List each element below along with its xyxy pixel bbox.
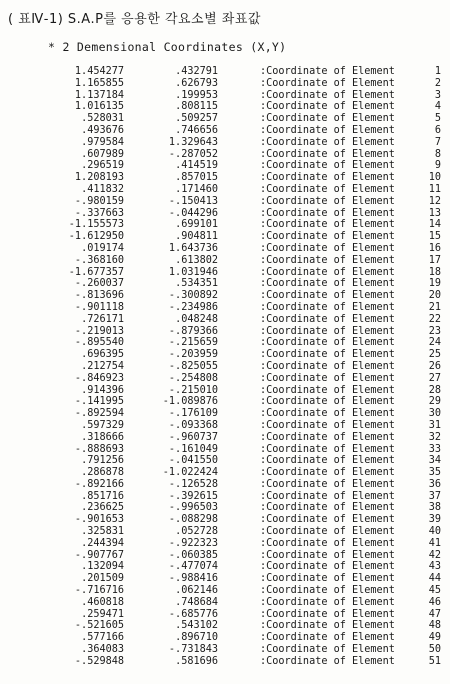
table-row [0, 255, 450, 267]
element-number: 18 [428, 266, 441, 278]
row-label: :Coordinate of Element [260, 77, 395, 89]
element-number: 9 [434, 160, 441, 172]
x-coordinate: .236625 [81, 502, 124, 514]
table-row [0, 113, 450, 125]
table-row [0, 243, 450, 255]
element-number: 35 [428, 467, 441, 479]
table-row [0, 172, 450, 184]
table-row [0, 420, 450, 432]
y-coordinate: .896710 [175, 632, 218, 644]
row-label: :Coordinate of Element [260, 160, 395, 172]
row-label: :Coordinate of Element [260, 561, 395, 573]
table-row [0, 538, 450, 550]
row-label: :Coordinate of Element [260, 349, 395, 361]
element-number: 34 [428, 455, 441, 467]
table-row [0, 550, 450, 562]
row-label: :Coordinate of Element [260, 219, 395, 231]
row-label: :Coordinate of Element [260, 419, 395, 431]
element-number: 8 [434, 148, 441, 160]
table-row [0, 314, 450, 326]
table-row [0, 479, 450, 491]
table-row [0, 620, 450, 632]
element-number: 24 [428, 337, 441, 349]
row-label: :Coordinate of Element [260, 148, 395, 160]
y-coordinate: -.960737 [168, 431, 218, 443]
y-coordinate: .904811 [175, 231, 218, 243]
x-coordinate: .914396 [81, 384, 124, 396]
row-label: :Coordinate of Element [260, 172, 395, 184]
x-coordinate: .244394 [81, 537, 124, 549]
x-coordinate: .286878 [81, 467, 124, 479]
table-row [0, 184, 450, 196]
y-coordinate: -.215010 [168, 384, 218, 396]
row-label: :Coordinate of Element [260, 337, 395, 349]
x-coordinate: -.980159 [74, 195, 124, 207]
x-coordinate: -.813696 [74, 290, 124, 302]
x-coordinate: .791256 [81, 455, 124, 467]
table-row [0, 196, 450, 208]
row-label: :Coordinate of Element [260, 101, 395, 113]
table-row [0, 385, 450, 397]
y-coordinate: -1.022424 [162, 467, 218, 479]
y-coordinate: .509257 [175, 113, 218, 125]
y-coordinate: .746656 [175, 124, 218, 136]
element-number: 17 [428, 254, 441, 266]
y-coordinate: -.203959 [168, 349, 218, 361]
table-row [0, 137, 450, 149]
row-label: :Coordinate of Element [260, 455, 395, 467]
x-coordinate: .325831 [81, 526, 124, 538]
y-coordinate: -.287052 [168, 148, 218, 160]
element-number: 22 [428, 313, 441, 325]
row-label: :Coordinate of Element [260, 596, 395, 608]
row-label: :Coordinate of Element [260, 431, 395, 443]
row-label: :Coordinate of Element [260, 325, 395, 337]
y-coordinate: .534351 [175, 278, 218, 290]
x-coordinate: 1.208193 [74, 172, 124, 184]
x-coordinate: -.337663 [74, 207, 124, 219]
x-coordinate: .979584 [81, 136, 124, 148]
element-number: 15 [428, 231, 441, 243]
row-label: :Coordinate of Element [260, 113, 395, 125]
x-coordinate: -.901118 [74, 301, 124, 313]
table-row [0, 66, 450, 78]
row-label: :Coordinate of Element [260, 183, 395, 195]
table-row [0, 290, 450, 302]
table-row [0, 585, 450, 597]
y-coordinate: -.879366 [168, 325, 218, 337]
row-label: :Coordinate of Element [260, 526, 395, 538]
table-row [0, 396, 450, 408]
element-number: 40 [428, 526, 441, 538]
y-coordinate: -.093368 [168, 419, 218, 431]
y-coordinate: 1.329643 [168, 136, 218, 148]
element-number: 36 [428, 478, 441, 490]
row-label: :Coordinate of Element [260, 207, 395, 219]
x-coordinate: .726171 [81, 313, 124, 325]
row-label: :Coordinate of Element [260, 124, 395, 136]
row-label: :Coordinate of Element [260, 89, 395, 101]
element-number: 28 [428, 384, 441, 396]
table-row [0, 573, 450, 585]
y-coordinate: -.300892 [168, 290, 218, 302]
row-label: :Coordinate of Element [260, 278, 395, 290]
row-label: :Coordinate of Element [260, 313, 395, 325]
row-label: :Coordinate of Element [260, 467, 395, 479]
x-coordinate: 1.137184 [74, 89, 124, 101]
y-coordinate: -.041550 [168, 455, 218, 467]
y-coordinate: -.150413 [168, 195, 218, 207]
element-number: 2 [434, 77, 441, 89]
table-row [0, 656, 450, 668]
table-row [0, 326, 450, 338]
x-coordinate: .851716 [81, 490, 124, 502]
table-row [0, 208, 450, 220]
table-row [0, 231, 450, 243]
element-number: 32 [428, 431, 441, 443]
row-label: :Coordinate of Element [260, 66, 395, 77]
y-coordinate: .699101 [175, 219, 218, 231]
table-title: ( 표Ⅳ-1) S.A.P를 응용한 각요소별 좌표값 [8, 12, 261, 27]
element-number: 19 [428, 278, 441, 290]
y-coordinate: 1.031946 [168, 266, 218, 278]
row-label: :Coordinate of Element [260, 254, 395, 266]
y-coordinate: 1.643736 [168, 242, 218, 254]
y-coordinate: -.825055 [168, 360, 218, 372]
table-row [0, 502, 450, 514]
y-coordinate: -.996503 [168, 502, 218, 514]
y-coordinate: -.685776 [168, 608, 218, 620]
table-row [0, 278, 450, 290]
table-row [0, 349, 450, 361]
y-coordinate: .748684 [175, 596, 218, 608]
y-coordinate: .414519 [175, 160, 218, 172]
element-number: 16 [428, 242, 441, 254]
row-label: :Coordinate of Element [260, 573, 395, 585]
element-number: 3 [434, 89, 441, 101]
x-coordinate: -1.612950 [68, 231, 124, 243]
x-coordinate: 1.016135 [74, 101, 124, 113]
element-number: 27 [428, 372, 441, 384]
x-coordinate: .607989 [81, 148, 124, 160]
coordinates-table [0, 66, 450, 668]
y-coordinate: -.234986 [168, 301, 218, 313]
x-coordinate: -.892166 [74, 478, 124, 490]
element-number: 30 [428, 408, 441, 420]
element-number: 37 [428, 490, 441, 502]
element-number: 31 [428, 419, 441, 431]
y-coordinate: -.254808 [168, 372, 218, 384]
x-coordinate: -.846923 [74, 372, 124, 384]
x-coordinate: -.141995 [74, 396, 124, 408]
table-row [0, 160, 450, 172]
row-label: :Coordinate of Element [260, 620, 395, 632]
element-number: 49 [428, 632, 441, 644]
y-coordinate: -.477074 [168, 561, 218, 573]
element-number: 1 [434, 66, 441, 77]
element-number: 44 [428, 573, 441, 585]
table-row [0, 125, 450, 137]
table-row [0, 337, 450, 349]
element-number: 50 [428, 644, 441, 656]
element-number: 23 [428, 325, 441, 337]
row-label: :Coordinate of Element [260, 136, 395, 148]
row-label: :Coordinate of Element [260, 384, 395, 396]
y-coordinate: .432791 [175, 66, 218, 77]
table-row [0, 408, 450, 420]
element-number: 6 [434, 124, 441, 136]
row-label: :Coordinate of Element [260, 372, 395, 384]
x-coordinate: .528031 [81, 113, 124, 125]
table-row [0, 467, 450, 479]
element-number: 10 [428, 172, 441, 184]
x-coordinate: .364083 [81, 644, 124, 656]
element-number: 4 [434, 101, 441, 113]
row-label: :Coordinate of Element [260, 655, 395, 667]
x-coordinate: -.907767 [74, 549, 124, 561]
element-number: 29 [428, 396, 441, 408]
y-coordinate: -.176109 [168, 408, 218, 420]
element-number: 41 [428, 537, 441, 549]
x-coordinate: -1.677357 [68, 266, 124, 278]
table-row [0, 361, 450, 373]
x-coordinate: .318666 [81, 431, 124, 443]
table-row [0, 561, 450, 573]
table-row [0, 302, 450, 314]
table-row [0, 597, 450, 609]
y-coordinate: -.731843 [168, 644, 218, 656]
element-number: 12 [428, 195, 441, 207]
element-number: 11 [428, 183, 441, 195]
row-label: :Coordinate of Element [260, 231, 395, 243]
table-row [0, 526, 450, 538]
table-row [0, 609, 450, 621]
table-row [0, 373, 450, 385]
x-coordinate: .201509 [81, 573, 124, 585]
element-number: 26 [428, 360, 441, 372]
element-number: 42 [428, 549, 441, 561]
table-row [0, 632, 450, 644]
table-row [0, 644, 450, 656]
row-label: :Coordinate of Element [260, 644, 395, 656]
table-subtitle: * 2 Demensional Coordinates (X,Y) [48, 40, 287, 54]
row-label: :Coordinate of Element [260, 514, 395, 526]
y-coordinate: -.988416 [168, 573, 218, 585]
y-coordinate: .626793 [175, 77, 218, 89]
x-coordinate: -1.155573 [68, 219, 124, 231]
table-row [0, 267, 450, 279]
x-coordinate: 1.454277 [74, 66, 124, 77]
row-label: :Coordinate of Element [260, 490, 395, 502]
x-coordinate: -.895540 [74, 337, 124, 349]
y-coordinate: .199953 [175, 89, 218, 101]
table-row [0, 219, 450, 231]
x-coordinate: -.892594 [74, 408, 124, 420]
y-coordinate: .062146 [175, 585, 218, 597]
table-row [0, 455, 450, 467]
element-number: 14 [428, 219, 441, 231]
y-coordinate: -.126528 [168, 478, 218, 490]
table-row [0, 514, 450, 526]
x-coordinate: 1.165855 [74, 77, 124, 89]
y-coordinate: -.044296 [168, 207, 218, 219]
table-row [0, 90, 450, 102]
y-coordinate: -.922323 [168, 537, 218, 549]
y-coordinate: -1.089876 [162, 396, 218, 408]
y-coordinate: .048248 [175, 313, 218, 325]
y-coordinate: -.392615 [168, 490, 218, 502]
y-coordinate: .857015 [175, 172, 218, 184]
y-coordinate: -.215659 [168, 337, 218, 349]
table-row [0, 78, 450, 90]
x-coordinate: -.219013 [74, 325, 124, 337]
y-coordinate: .171460 [175, 183, 218, 195]
y-coordinate: .052728 [175, 526, 218, 538]
row-label: :Coordinate of Element [260, 443, 395, 455]
x-coordinate: .296519 [81, 160, 124, 172]
element-number: 38 [428, 502, 441, 514]
row-label: :Coordinate of Element [260, 478, 395, 490]
y-coordinate: -.088298 [168, 514, 218, 526]
element-number: 21 [428, 301, 441, 313]
table-row [0, 149, 450, 161]
row-label: :Coordinate of Element [260, 537, 395, 549]
row-label: :Coordinate of Element [260, 266, 395, 278]
row-label: :Coordinate of Element [260, 242, 395, 254]
element-number: 45 [428, 585, 441, 597]
row-label: :Coordinate of Element [260, 408, 395, 420]
row-label: :Coordinate of Element [260, 502, 395, 514]
x-coordinate: -.521605 [74, 620, 124, 632]
row-label: :Coordinate of Element [260, 632, 395, 644]
x-coordinate: .460818 [81, 596, 124, 608]
x-coordinate: .577166 [81, 632, 124, 644]
x-coordinate: -.716716 [74, 585, 124, 597]
x-coordinate: .411832 [81, 183, 124, 195]
y-coordinate: -.161049 [168, 443, 218, 455]
element-number: 46 [428, 596, 441, 608]
row-label: :Coordinate of Element [260, 585, 395, 597]
element-number: 39 [428, 514, 441, 526]
x-coordinate: -.529848 [74, 655, 124, 667]
row-label: :Coordinate of Element [260, 549, 395, 561]
y-coordinate: .613802 [175, 254, 218, 266]
x-coordinate: -.260037 [74, 278, 124, 290]
element-number: 48 [428, 620, 441, 632]
table-row [0, 491, 450, 503]
row-label: :Coordinate of Element [260, 360, 395, 372]
table-row [0, 432, 450, 444]
x-coordinate: -.901653 [74, 514, 124, 526]
y-coordinate: .581696 [175, 655, 218, 667]
row-label: :Coordinate of Element [260, 290, 395, 302]
element-number: 20 [428, 290, 441, 302]
y-coordinate: .543102 [175, 620, 218, 632]
table-row [0, 101, 450, 113]
table-row [0, 444, 450, 456]
element-number: 13 [428, 207, 441, 219]
element-number: 5 [434, 113, 441, 125]
row-label: :Coordinate of Element [260, 396, 395, 408]
element-number: 51 [428, 655, 441, 667]
row-label: :Coordinate of Element [260, 608, 395, 620]
element-number: 47 [428, 608, 441, 620]
x-coordinate: .597329 [81, 419, 124, 431]
x-coordinate: -.888693 [74, 443, 124, 455]
x-coordinate: .493676 [81, 124, 124, 136]
element-number: 7 [434, 136, 441, 148]
row-label: :Coordinate of Element [260, 195, 395, 207]
x-coordinate: .132094 [81, 561, 124, 573]
element-number: 43 [428, 561, 441, 573]
x-coordinate: -.368160 [74, 254, 124, 266]
x-coordinate: .696395 [81, 349, 124, 361]
element-number: 33 [428, 443, 441, 455]
y-coordinate: .808115 [175, 101, 218, 113]
row-label: :Coordinate of Element [260, 301, 395, 313]
y-coordinate: -.060385 [168, 549, 218, 561]
x-coordinate: .019174 [81, 242, 124, 254]
x-coordinate: .212754 [81, 360, 124, 372]
x-coordinate: .259471 [81, 608, 124, 620]
element-number: 25 [428, 349, 441, 361]
